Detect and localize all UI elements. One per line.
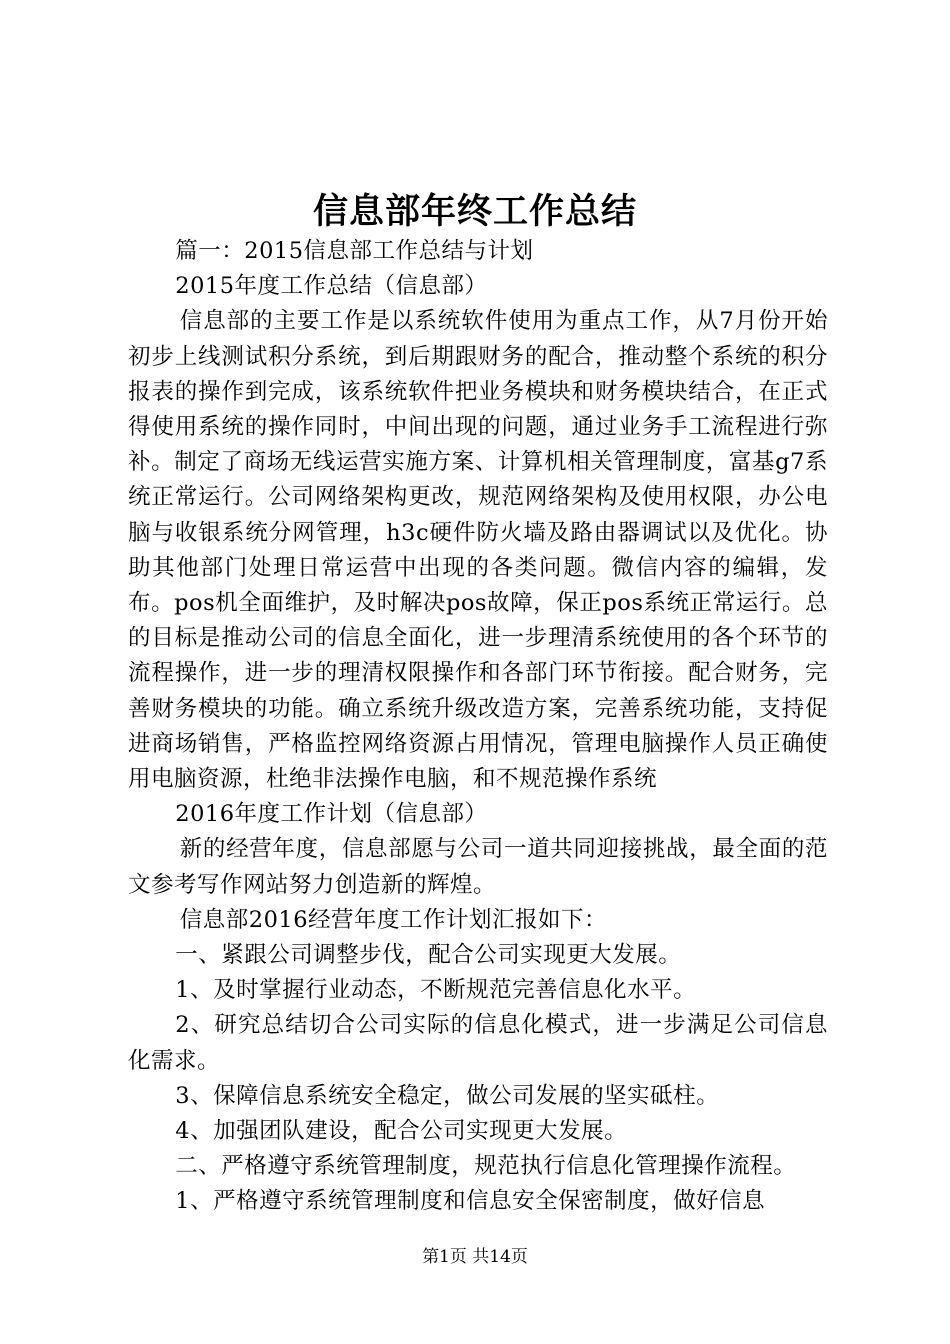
paragraph: 4、加强团队建设，配合公司实现更大发展。 — [175, 1118, 628, 1145]
paragraph: 1、严格遵守系统管理制度和信息安全保密制度，做好信息 — [175, 1188, 766, 1215]
page-number: 第1页 共14页 — [422, 1247, 528, 1267]
paragraph: 信息部的主要工作是以系统软件使用为重点工作，从7月份开始初步上线测试积分系统，到后期跟财务的配合，推动整个系统的积分报表的操作到完成，该系统软件把业务模块和财务模块结合，在正式得使用系统的操作同时，中间出现的问题，通过业务手工流程进行弥补。制定了商场无线运营实施方案、计算机相关管理制度，富基g7系统正常运行。公司网络架构更改，规范网络架构及使用权限，办公电脑与收银系统分网管理，h3c硬件防火墙及路由器调试以及优化。协助其他部门处理日常运营中出现的各类问题。微信内容的编辑，发布。pos机全面维护，及时解决pos故障，保正pos系统正常运行。总的目标是推动公司的信息全面化，进一步理清系统使用的各个环节的流程操作，进一步的理清权限操作和各部门环节衔接。配合财务，完善财务模块的功能。确立系统升级改造方案，完善系统功能，支持促进商场销售，严格监控网络资源占用情况，管理电脑操作人员正确使用电脑资源，杜绝非法操作电脑，和不规范操作系统 — [128, 308, 828, 793]
paragraph: 2016年度工作计划（信息部） — [175, 801, 488, 828]
paragraph: 信息部2016经营年度工作计划汇报如下： — [179, 906, 608, 933]
document-body — [128, 234, 828, 1220]
paragraph: 一、紧跟公司调整步伐，配合公司实现更大发展。 — [175, 942, 682, 969]
paragraph: 二、严格遵守系统管理制度，规范执行信息化管理操作流程。 — [175, 1153, 797, 1180]
paragraph: 3、保障信息系统安全稳定，做公司发展的坚实砥柱。 — [175, 1082, 720, 1109]
paragraph: 2015年度工作总结（信息部） — [175, 273, 488, 300]
paragraph: 2、研究总结切合公司实际的信息化模式，进一步满足公司信息化需求。 — [128, 1012, 828, 1074]
paragraph: 新的经营年度，信息部愿与公司一道共同迎接挑战，最全面的范文参考写作网站努力创造新的辉煌。 — [128, 836, 828, 898]
paragraph: 篇一：2015信息部工作总结与计划 — [175, 238, 534, 264]
paragraph: 1、及时掌握行业动态，不断规范完善信息化水平。 — [175, 977, 697, 1004]
document-title: 信息部年终工作总结 — [312, 192, 637, 232]
